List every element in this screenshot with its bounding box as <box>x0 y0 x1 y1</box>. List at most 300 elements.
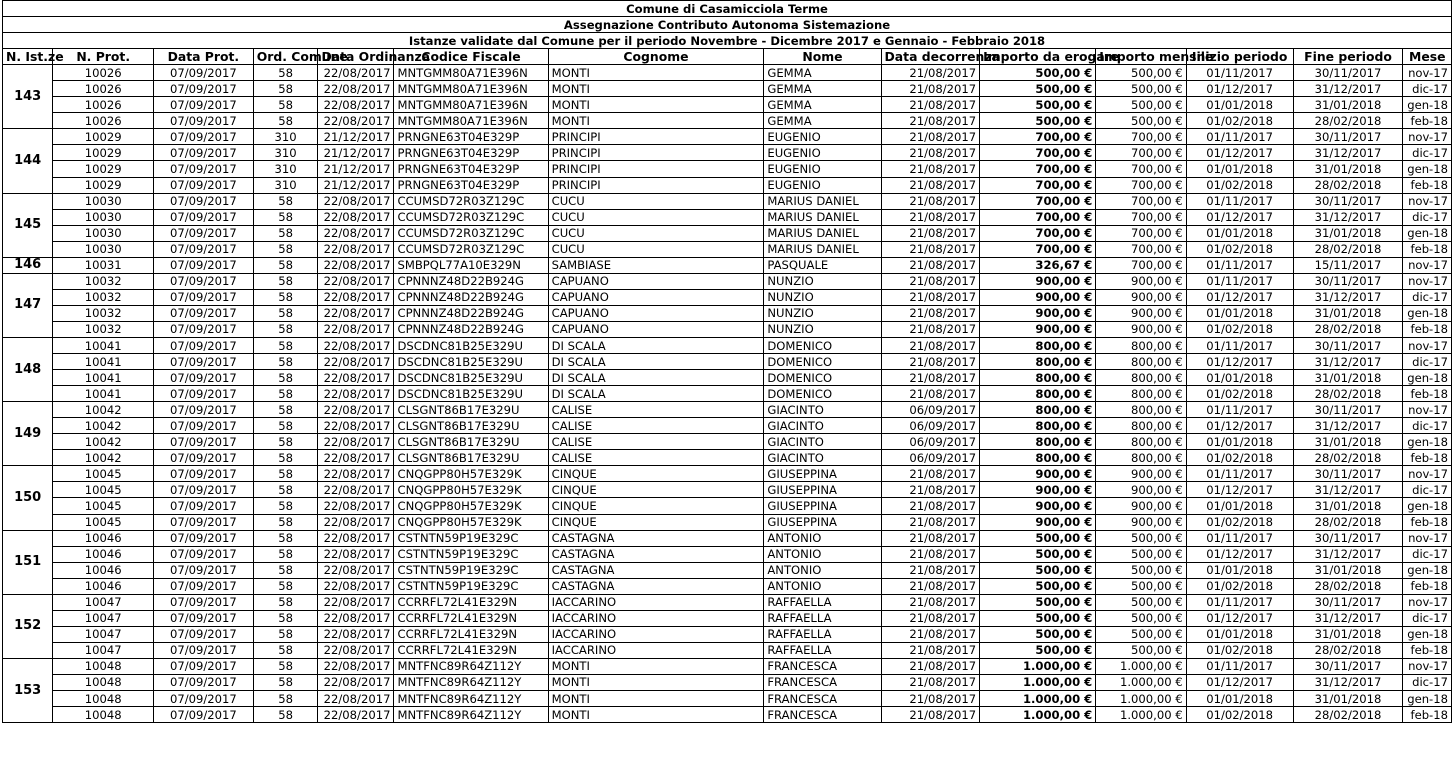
cell-n-prot: 10041 <box>53 337 154 353</box>
cell-data-prot: 07/09/2017 <box>154 273 254 289</box>
cell-cognome: MONTI <box>548 658 764 674</box>
cell-codice-fiscale: CCUMSD72R03Z129C <box>394 225 548 241</box>
cell-inizio-periodo: 01/01/2018 <box>1186 305 1293 321</box>
cell-importo-mensile: 500,00 € <box>1096 578 1186 594</box>
cell-fine-periodo: 28/02/2018 <box>1293 113 1403 129</box>
cell-fine-periodo: 31/12/2017 <box>1293 81 1403 97</box>
cell-inizio-periodo: 01/11/2017 <box>1186 257 1293 273</box>
cell-importo-erogare: 500,00 € <box>980 562 1096 578</box>
cell-n-prot: 10041 <box>53 386 154 402</box>
cell-n-prot: 10047 <box>53 642 154 658</box>
cell-importo-mensile: 500,00 € <box>1096 642 1186 658</box>
cell-data-ordinanza: 22/08/2017 <box>318 434 394 450</box>
cell-fine-periodo: 28/02/2018 <box>1293 241 1403 257</box>
cell-nome: RAFFAELLA <box>764 610 881 626</box>
cell-importo-mensile: 800,00 € <box>1096 370 1186 386</box>
cell-fine-periodo: 31/12/2017 <box>1293 610 1403 626</box>
cell-nome: EUGENIO <box>764 177 881 193</box>
cell-importo-erogare: 900,00 € <box>980 498 1096 514</box>
cell-cognome: IACCARINO <box>548 642 764 658</box>
cell-ord-comune: 58 <box>253 562 318 578</box>
cell-inizio-periodo: 01/11/2017 <box>1186 337 1293 353</box>
cell-importo-mensile: 500,00 € <box>1096 562 1186 578</box>
cell-data-ordinanza: 22/08/2017 <box>318 482 394 498</box>
cell-mese: dic-17 <box>1403 482 1452 498</box>
cell-data-decorrenza: 21/08/2017 <box>881 129 980 145</box>
cell-ord-comune: 58 <box>253 241 318 257</box>
cell-ord-comune: 58 <box>253 707 318 723</box>
cell-data-decorrenza: 21/08/2017 <box>881 674 980 690</box>
cell-inizio-periodo: 01/01/2018 <box>1186 370 1293 386</box>
cell-data-decorrenza: 21/08/2017 <box>881 530 980 546</box>
cell-data-ordinanza: 22/08/2017 <box>318 626 394 642</box>
cell-nome: FRANCESCA <box>764 707 881 723</box>
cell-nome: MARIUS DANIEL <box>764 225 881 241</box>
cell-data-ordinanza: 22/08/2017 <box>318 305 394 321</box>
cell-n-prot: 10030 <box>53 193 154 209</box>
cell-codice-fiscale: CLSGNT86B17E329U <box>394 434 548 450</box>
cell-data-prot: 07/09/2017 <box>154 321 254 337</box>
cell-importo-erogare: 1.000,00 € <box>980 658 1096 674</box>
cell-ord-comune: 58 <box>253 466 318 482</box>
cell-nome: NUNZIO <box>764 289 881 305</box>
cell-n-prot: 10041 <box>53 354 154 370</box>
table-row <box>3 65 1452 81</box>
cell-importo-mensile: 700,00 € <box>1096 241 1186 257</box>
cell-data-decorrenza: 21/08/2017 <box>881 386 980 402</box>
contributi-table <box>2 0 1452 723</box>
cell-data-decorrenza: 06/09/2017 <box>881 434 980 450</box>
cell-data-ordinanza: 22/08/2017 <box>318 241 394 257</box>
cell-data-prot: 07/09/2017 <box>154 354 254 370</box>
cell-data-decorrenza: 21/08/2017 <box>881 691 980 707</box>
cell-n-prot: 10046 <box>53 562 154 578</box>
table-row <box>3 434 1452 450</box>
cell-ord-comune: 58 <box>253 482 318 498</box>
cell-fine-periodo: 31/12/2017 <box>1293 482 1403 498</box>
header-row <box>3 49 1452 65</box>
cell-data-prot: 07/09/2017 <box>154 257 254 273</box>
cell-importo-mensile: 700,00 € <box>1096 225 1186 241</box>
cell-data-ordinanza: 22/08/2017 <box>318 610 394 626</box>
cell-inizio-periodo: 01/02/2018 <box>1186 450 1293 466</box>
cell-data-ordinanza: 22/08/2017 <box>318 562 394 578</box>
cell-n-prot: 10047 <box>53 626 154 642</box>
cell-n-prot: 10042 <box>53 450 154 466</box>
cell-nome: DOMENICO <box>764 386 881 402</box>
cell-importo-erogare: 700,00 € <box>980 129 1096 145</box>
cell-fine-periodo: 31/01/2018 <box>1293 370 1403 386</box>
cell-inizio-periodo: 01/12/2017 <box>1186 610 1293 626</box>
cell-inizio-periodo: 01/11/2017 <box>1186 594 1293 610</box>
cell-inizio-periodo: 01/11/2017 <box>1186 658 1293 674</box>
cell-n-istze: 152 <box>3 594 53 658</box>
cell-codice-fiscale: PRNGNE63T04E329P <box>394 145 548 161</box>
cell-importo-erogare: 700,00 € <box>980 241 1096 257</box>
cell-cognome: MONTI <box>548 81 764 97</box>
cell-data-ordinanza: 22/08/2017 <box>318 498 394 514</box>
cell-mese: nov-17 <box>1403 530 1452 546</box>
cell-cognome: MONTI <box>548 691 764 707</box>
cell-codice-fiscale: CNQGPP80H57E329K <box>394 466 548 482</box>
cell-data-decorrenza: 21/08/2017 <box>881 81 980 97</box>
cell-importo-erogare: 1.000,00 € <box>980 691 1096 707</box>
table-row <box>3 241 1452 257</box>
cell-importo-mensile: 1.000,00 € <box>1096 707 1186 723</box>
cell-ord-comune: 58 <box>253 546 318 562</box>
cell-importo-erogare: 500,00 € <box>980 81 1096 97</box>
col-header-data-prot: Data Prot. <box>154 49 254 65</box>
cell-importo-erogare: 500,00 € <box>980 530 1096 546</box>
cell-importo-erogare: 900,00 € <box>980 466 1096 482</box>
cell-n-prot: 10026 <box>53 113 154 129</box>
cell-data-decorrenza: 21/08/2017 <box>881 257 980 273</box>
cell-ord-comune: 58 <box>253 193 318 209</box>
cell-data-decorrenza: 21/08/2017 <box>881 482 980 498</box>
cell-fine-periodo: 30/11/2017 <box>1293 337 1403 353</box>
cell-nome: NUNZIO <box>764 305 881 321</box>
cell-cognome: CASTAGNA <box>548 530 764 546</box>
cell-fine-periodo: 30/11/2017 <box>1293 402 1403 418</box>
cell-nome: GEMMA <box>764 81 881 97</box>
cell-ord-comune: 58 <box>253 642 318 658</box>
cell-ord-comune: 58 <box>253 418 318 434</box>
cell-ord-comune: 310 <box>253 145 318 161</box>
table-row <box>3 81 1452 97</box>
cell-inizio-periodo: 01/02/2018 <box>1186 321 1293 337</box>
cell-mese: gen-18 <box>1403 97 1452 113</box>
cell-nome: NUNZIO <box>764 273 881 289</box>
cell-mese: dic-17 <box>1403 610 1452 626</box>
cell-data-prot: 07/09/2017 <box>154 81 254 97</box>
cell-n-istze: 147 <box>3 273 53 337</box>
cell-nome: MARIUS DANIEL <box>764 209 881 225</box>
cell-nome: DOMENICO <box>764 337 881 353</box>
cell-data-ordinanza: 22/08/2017 <box>318 257 394 273</box>
cell-importo-mensile: 500,00 € <box>1096 546 1186 562</box>
cell-fine-periodo: 28/02/2018 <box>1293 321 1403 337</box>
cell-data-prot: 07/09/2017 <box>154 289 254 305</box>
cell-codice-fiscale: CLSGNT86B17E329U <box>394 450 548 466</box>
cell-mese: gen-18 <box>1403 305 1452 321</box>
table-row <box>3 161 1452 177</box>
cell-codice-fiscale: MNTFNC89R64Z112Y <box>394 707 548 723</box>
cell-ord-comune: 58 <box>253 691 318 707</box>
cell-n-prot: 10045 <box>53 466 154 482</box>
cell-cognome: CINQUE <box>548 514 764 530</box>
cell-codice-fiscale: PRNGNE63T04E329P <box>394 161 548 177</box>
cell-fine-periodo: 31/01/2018 <box>1293 691 1403 707</box>
cell-cognome: CINQUE <box>548 482 764 498</box>
cell-data-prot: 07/09/2017 <box>154 546 254 562</box>
col-header-importo-mensile: Importo mensile <box>1096 49 1186 65</box>
cell-importo-mensile: 800,00 € <box>1096 337 1186 353</box>
col-header-cognome: Cognome <box>548 49 764 65</box>
cell-ord-comune: 58 <box>253 65 318 81</box>
cell-importo-mensile: 500,00 € <box>1096 113 1186 129</box>
table-row <box>3 610 1452 626</box>
cell-data-decorrenza: 21/08/2017 <box>881 241 980 257</box>
cell-data-ordinanza: 22/08/2017 <box>318 209 394 225</box>
cell-data-decorrenza: 21/08/2017 <box>881 658 980 674</box>
cell-codice-fiscale: CSTNTN59P19E329C <box>394 562 548 578</box>
table-row <box>3 257 1452 273</box>
cell-importo-erogare: 800,00 € <box>980 370 1096 386</box>
cell-data-decorrenza: 06/09/2017 <box>881 418 980 434</box>
cell-importo-mensile: 500,00 € <box>1096 610 1186 626</box>
cell-mese: dic-17 <box>1403 81 1452 97</box>
cell-data-decorrenza: 21/08/2017 <box>881 161 980 177</box>
cell-importo-erogare: 326,67 € <box>980 257 1096 273</box>
cell-cognome: DI SCALA <box>548 386 764 402</box>
title-assegnazione: Assegnazione Contributo Autonoma Sistemazione <box>3 17 1452 33</box>
table-row <box>3 273 1452 289</box>
cell-fine-periodo: 31/12/2017 <box>1293 145 1403 161</box>
cell-inizio-periodo: 01/12/2017 <box>1186 81 1293 97</box>
cell-importo-erogare: 800,00 € <box>980 402 1096 418</box>
cell-importo-erogare: 500,00 € <box>980 626 1096 642</box>
table-body <box>3 65 1452 723</box>
cell-ord-comune: 58 <box>253 578 318 594</box>
cell-cognome: CAPUANO <box>548 321 764 337</box>
cell-mese: dic-17 <box>1403 289 1452 305</box>
cell-data-prot: 07/09/2017 <box>154 498 254 514</box>
col-header-data-ordinanza: Data Ordinanza <box>318 49 394 65</box>
col-header-n-istze: N. Ist.ze <box>3 49 53 65</box>
table-row <box>3 691 1452 707</box>
cell-data-decorrenza: 21/08/2017 <box>881 305 980 321</box>
cell-inizio-periodo: 01/12/2017 <box>1186 289 1293 305</box>
cell-n-prot: 10042 <box>53 402 154 418</box>
cell-codice-fiscale: MNTGMM80A71E396N <box>394 65 548 81</box>
cell-data-prot: 07/09/2017 <box>154 177 254 193</box>
cell-fine-periodo: 28/02/2018 <box>1293 514 1403 530</box>
cell-data-prot: 07/09/2017 <box>154 402 254 418</box>
cell-n-prot: 10031 <box>53 257 154 273</box>
cell-mese: gen-18 <box>1403 498 1452 514</box>
cell-n-prot: 10030 <box>53 241 154 257</box>
cell-nome: GIUSEPPINA <box>764 482 881 498</box>
cell-ord-comune: 58 <box>253 354 318 370</box>
cell-n-prot: 10032 <box>53 273 154 289</box>
cell-codice-fiscale: PRNGNE63T04E329P <box>394 177 548 193</box>
cell-data-ordinanza: 22/08/2017 <box>318 578 394 594</box>
cell-mese: nov-17 <box>1403 193 1452 209</box>
cell-nome: FRANCESCA <box>764 674 881 690</box>
cell-fine-periodo: 31/01/2018 <box>1293 97 1403 113</box>
cell-data-decorrenza: 21/08/2017 <box>881 626 980 642</box>
cell-importo-mensile: 900,00 € <box>1096 289 1186 305</box>
cell-nome: RAFFAELLA <box>764 642 881 658</box>
cell-fine-periodo: 30/11/2017 <box>1293 658 1403 674</box>
cell-nome: GIUSEPPINA <box>764 466 881 482</box>
cell-nome: DOMENICO <box>764 370 881 386</box>
cell-data-ordinanza: 22/08/2017 <box>318 113 394 129</box>
cell-importo-mensile: 1.000,00 € <box>1096 674 1186 690</box>
cell-importo-erogare: 800,00 € <box>980 386 1096 402</box>
cell-codice-fiscale: CSTNTN59P19E329C <box>394 546 548 562</box>
table-row <box>3 402 1452 418</box>
col-header-nome: Nome <box>764 49 881 65</box>
table-row <box>3 129 1452 145</box>
cell-importo-mensile: 800,00 € <box>1096 354 1186 370</box>
cell-data-ordinanza: 21/12/2017 <box>318 129 394 145</box>
table-row <box>3 418 1452 434</box>
cell-fine-periodo: 28/02/2018 <box>1293 386 1403 402</box>
table-row <box>3 145 1452 161</box>
cell-ord-comune: 310 <box>253 129 318 145</box>
cell-cognome: DI SCALA <box>548 354 764 370</box>
cell-inizio-periodo: 01/11/2017 <box>1186 193 1293 209</box>
cell-data-ordinanza: 22/08/2017 <box>318 289 394 305</box>
cell-data-ordinanza: 22/08/2017 <box>318 594 394 610</box>
cell-codice-fiscale: DSCDNC81B25E329U <box>394 354 548 370</box>
cell-data-ordinanza: 22/08/2017 <box>318 370 394 386</box>
cell-nome: GIACINTO <box>764 418 881 434</box>
cell-cognome: PRINCIPI <box>548 177 764 193</box>
cell-data-ordinanza: 22/08/2017 <box>318 97 394 113</box>
cell-codice-fiscale: MNTFNC89R64Z112Y <box>394 674 548 690</box>
cell-data-prot: 07/09/2017 <box>154 225 254 241</box>
cell-mese: dic-17 <box>1403 418 1452 434</box>
cell-ord-comune: 58 <box>253 321 318 337</box>
cell-data-prot: 07/09/2017 <box>154 466 254 482</box>
cell-n-prot: 10032 <box>53 305 154 321</box>
cell-inizio-periodo: 01/02/2018 <box>1186 707 1293 723</box>
cell-n-prot: 10046 <box>53 578 154 594</box>
cell-nome: ANTONIO <box>764 578 881 594</box>
cell-fine-periodo: 30/11/2017 <box>1293 129 1403 145</box>
cell-n-istze: 148 <box>3 337 53 401</box>
cell-data-prot: 07/09/2017 <box>154 530 254 546</box>
cell-fine-periodo: 30/11/2017 <box>1293 65 1403 81</box>
cell-importo-mensile: 700,00 € <box>1096 193 1186 209</box>
cell-ord-comune: 58 <box>253 674 318 690</box>
cell-codice-fiscale: MNTGMM80A71E396N <box>394 97 548 113</box>
cell-importo-mensile: 900,00 € <box>1096 273 1186 289</box>
cell-data-decorrenza: 21/08/2017 <box>881 642 980 658</box>
cell-n-istze: 149 <box>3 402 53 466</box>
cell-nome: GIUSEPPINA <box>764 498 881 514</box>
cell-importo-mensile: 700,00 € <box>1096 257 1186 273</box>
cell-inizio-periodo: 01/11/2017 <box>1186 129 1293 145</box>
cell-inizio-periodo: 01/11/2017 <box>1186 273 1293 289</box>
cell-data-prot: 07/09/2017 <box>154 578 254 594</box>
cell-data-decorrenza: 21/08/2017 <box>881 273 980 289</box>
cell-nome: FRANCESCA <box>764 658 881 674</box>
table-row <box>3 289 1452 305</box>
cell-data-ordinanza: 22/08/2017 <box>318 65 394 81</box>
cell-data-decorrenza: 21/08/2017 <box>881 337 980 353</box>
cell-n-istze: 151 <box>3 530 53 594</box>
cell-data-decorrenza: 21/08/2017 <box>881 578 980 594</box>
cell-data-prot: 07/09/2017 <box>154 707 254 723</box>
cell-data-ordinanza: 22/08/2017 <box>318 402 394 418</box>
cell-ord-comune: 58 <box>253 498 318 514</box>
cell-inizio-periodo: 01/11/2017 <box>1186 530 1293 546</box>
cell-nome: DOMENICO <box>764 354 881 370</box>
col-header-n-prot: N. Prot. <box>53 49 154 65</box>
cell-importo-mensile: 500,00 € <box>1096 97 1186 113</box>
cell-mese: feb-18 <box>1403 177 1452 193</box>
cell-data-prot: 07/09/2017 <box>154 65 254 81</box>
cell-importo-mensile: 900,00 € <box>1096 498 1186 514</box>
cell-codice-fiscale: PRNGNE63T04E329P <box>394 129 548 145</box>
table-row <box>3 546 1452 562</box>
cell-importo-mensile: 700,00 € <box>1096 177 1186 193</box>
cell-mese: feb-18 <box>1403 113 1452 129</box>
cell-fine-periodo: 31/01/2018 <box>1293 161 1403 177</box>
cell-n-prot: 10048 <box>53 707 154 723</box>
cell-importo-mensile: 500,00 € <box>1096 594 1186 610</box>
cell-inizio-periodo: 01/12/2017 <box>1186 546 1293 562</box>
cell-codice-fiscale: MNTGMM80A71E396N <box>394 81 548 97</box>
cell-codice-fiscale: MNTGMM80A71E396N <box>394 113 548 129</box>
cell-mese: feb-18 <box>1403 514 1452 530</box>
cell-ord-comune: 58 <box>253 257 318 273</box>
cell-n-prot: 10048 <box>53 658 154 674</box>
cell-cognome: CALISE <box>548 434 764 450</box>
cell-codice-fiscale: CPNNNZ48D22B924G <box>394 273 548 289</box>
cell-data-ordinanza: 22/08/2017 <box>318 450 394 466</box>
cell-importo-erogare: 500,00 € <box>980 546 1096 562</box>
cell-fine-periodo: 31/12/2017 <box>1293 354 1403 370</box>
cell-codice-fiscale: SMBPQL77A10E329N <box>394 257 548 273</box>
cell-ord-comune: 310 <box>253 161 318 177</box>
cell-mese: dic-17 <box>1403 145 1452 161</box>
cell-fine-periodo: 30/11/2017 <box>1293 193 1403 209</box>
cell-cognome: MONTI <box>548 707 764 723</box>
cell-fine-periodo: 31/12/2017 <box>1293 546 1403 562</box>
cell-cognome: CAPUANO <box>548 289 764 305</box>
cell-data-decorrenza: 21/08/2017 <box>881 113 980 129</box>
cell-ord-comune: 58 <box>253 289 318 305</box>
cell-data-prot: 07/09/2017 <box>154 594 254 610</box>
cell-mese: feb-18 <box>1403 450 1452 466</box>
cell-inizio-periodo: 01/01/2018 <box>1186 562 1293 578</box>
cell-cognome: CINQUE <box>548 466 764 482</box>
cell-data-decorrenza: 06/09/2017 <box>881 450 980 466</box>
cell-data-ordinanza: 22/08/2017 <box>318 273 394 289</box>
cell-cognome: CAPUANO <box>548 273 764 289</box>
cell-data-prot: 07/09/2017 <box>154 337 254 353</box>
cell-importo-erogare: 500,00 € <box>980 642 1096 658</box>
cell-data-decorrenza: 21/08/2017 <box>881 514 980 530</box>
cell-fine-periodo: 30/11/2017 <box>1293 273 1403 289</box>
cell-mese: nov-17 <box>1403 594 1452 610</box>
cell-ord-comune: 310 <box>253 177 318 193</box>
cell-ord-comune: 58 <box>253 450 318 466</box>
cell-importo-erogare: 900,00 € <box>980 321 1096 337</box>
table-row <box>3 209 1452 225</box>
cell-nome: EUGENIO <box>764 161 881 177</box>
col-header-data-decorrenza: Data decorrenza <box>881 49 980 65</box>
cell-data-prot: 07/09/2017 <box>154 514 254 530</box>
table-row <box>3 578 1452 594</box>
cell-importo-erogare: 500,00 € <box>980 65 1096 81</box>
col-header-fine-periodo: Fine periodo <box>1293 49 1403 65</box>
table-row <box>3 530 1452 546</box>
cell-nome: ANTONIO <box>764 530 881 546</box>
cell-data-ordinanza: 21/12/2017 <box>318 177 394 193</box>
table-row <box>3 337 1452 353</box>
cell-fine-periodo: 28/02/2018 <box>1293 578 1403 594</box>
table-row <box>3 97 1452 113</box>
cell-n-prot: 10026 <box>53 81 154 97</box>
table-row <box>3 370 1452 386</box>
cell-n-prot: 10029 <box>53 145 154 161</box>
cell-importo-mensile: 700,00 € <box>1096 161 1186 177</box>
